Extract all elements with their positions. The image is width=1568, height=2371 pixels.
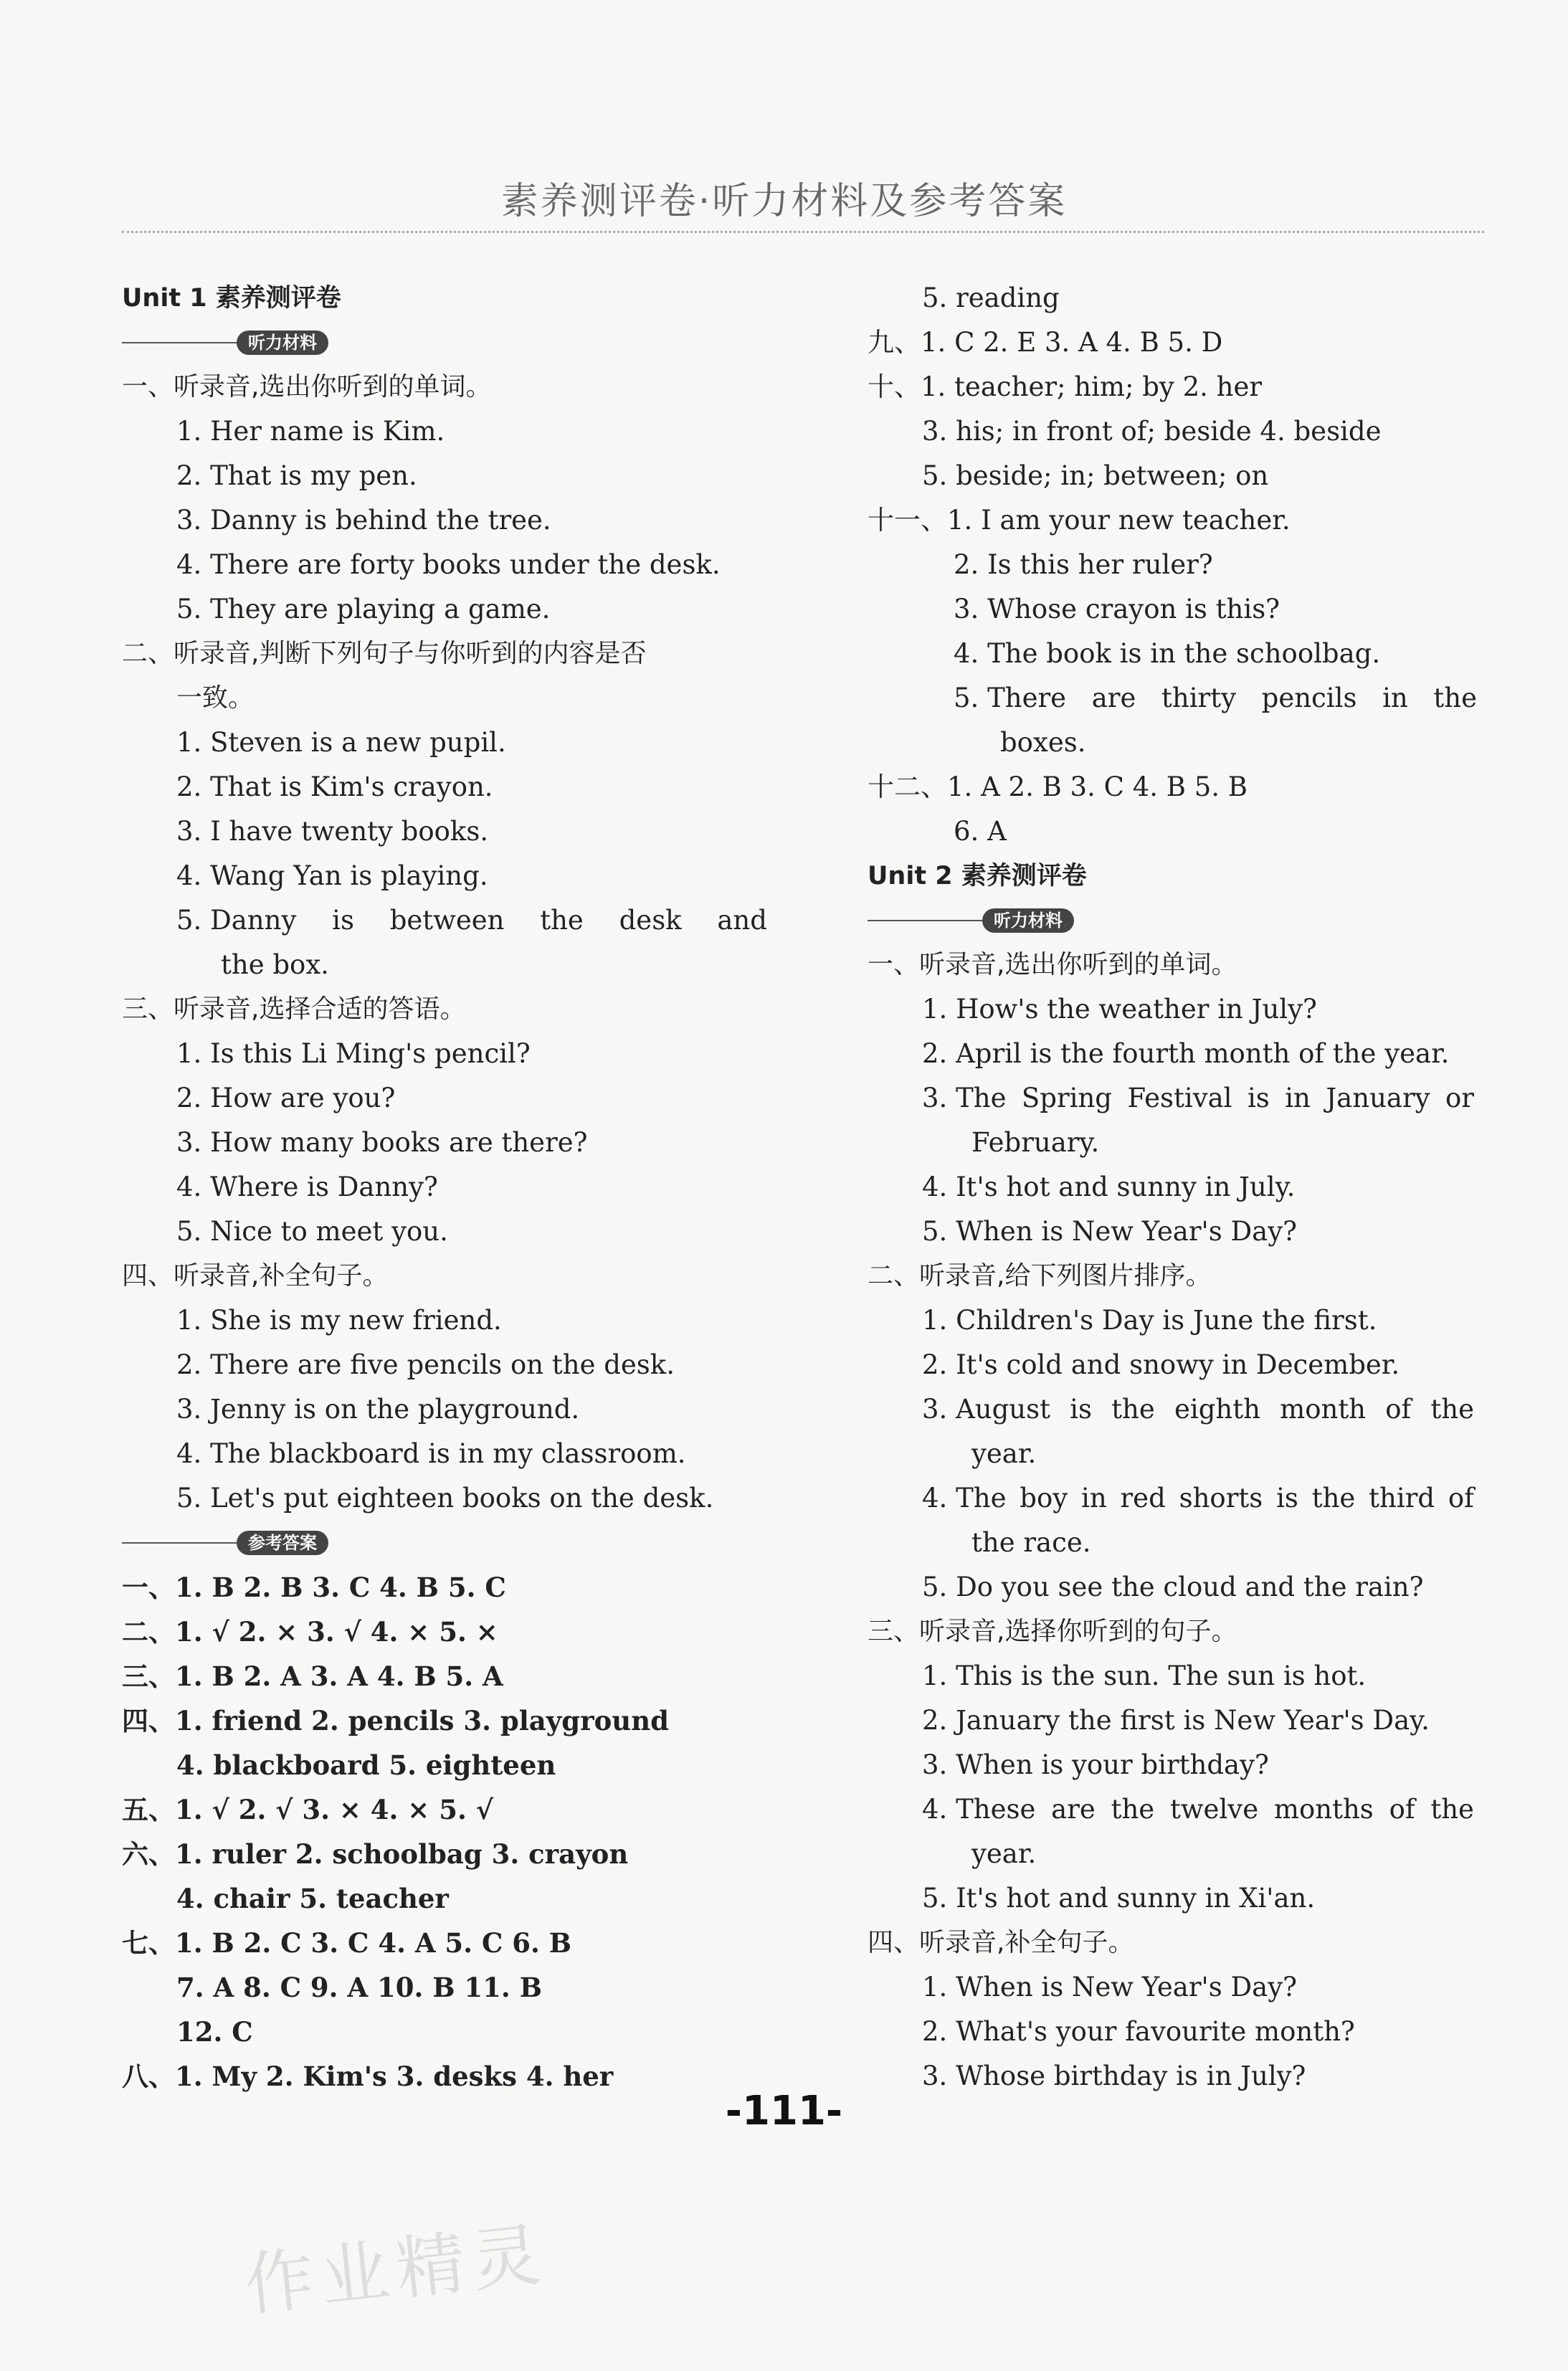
section-title: 三、听录音,选择你听到的句子。	[868, 1617, 1237, 1646]
list-item: 4. The blackboard is in my classroom.	[176, 1438, 686, 1469]
answer-line-justified	[868, 676, 1477, 721]
list-item-justified	[122, 898, 767, 943]
word: the	[1430, 1394, 1474, 1425]
list-item: 5. Nice to meet you.	[176, 1216, 448, 1247]
word: is	[332, 905, 354, 936]
section-title: 四、听录音,补全句子。	[868, 1928, 1134, 1957]
word: in	[1285, 1083, 1311, 1113]
word: the	[1111, 1794, 1155, 1825]
word: 5. There	[954, 683, 1067, 713]
answer-line: 12. C	[176, 2016, 253, 2048]
section-title: 一、听录音,选出你听到的单词。	[122, 372, 492, 401]
section-title: 二、听录音,判断下列句子与你听到的内容是否	[122, 639, 647, 668]
list-item-continued: year.	[971, 1838, 1037, 1869]
list-item: 1. When is New Year's Day?	[922, 1972, 1297, 2002]
answer-line: 3. Whose crayon is this?	[954, 594, 1280, 624]
list-item: 4. Wang Yan is playing.	[176, 860, 488, 891]
list-item: 2. That is Kim's crayon.	[176, 771, 493, 802]
left-column	[122, 276, 767, 2099]
listening-tag: 听力材料	[237, 331, 328, 355]
answer-line: 4. blackboard 5. eighteen	[176, 1749, 556, 1781]
word: twelve	[1170, 1794, 1259, 1825]
word: month	[1280, 1394, 1367, 1425]
list-item: 2. January the first is New Year's Day.	[922, 1705, 1430, 1736]
answer-line: 七、1. B 2. C 3. C 4. A 5. C 6. B	[122, 1927, 572, 1959]
list-item-justified	[868, 1387, 1474, 1432]
answer-line: 6. A	[954, 816, 1007, 847]
list-item: 1. This is the sun. The sun is hot.	[922, 1660, 1367, 1691]
word: of	[1385, 1394, 1412, 1425]
word: eighth	[1174, 1394, 1260, 1425]
answer-line: 九、1. C 2. E 3. A 4. B 5. D	[868, 327, 1223, 358]
list-item-justified	[868, 1076, 1474, 1121]
answer-line: 2. Is this her ruler?	[954, 549, 1213, 580]
answer-line: 4. The book is in the schoolbag.	[954, 638, 1381, 669]
word: months	[1273, 1794, 1374, 1825]
word: is	[1070, 1394, 1092, 1425]
list-item: 3. I have twenty books.	[176, 816, 489, 847]
answer-line-continued: boxes.	[1000, 727, 1086, 758]
answers-tag: 参考答案	[237, 1531, 328, 1555]
word: are	[1091, 683, 1136, 713]
word: of	[1448, 1483, 1474, 1514]
list-item: 3. Whose birthday is in July?	[922, 2061, 1306, 2091]
word: red	[1120, 1483, 1166, 1514]
word: the	[1311, 1483, 1356, 1514]
list-item-continued: the box.	[221, 949, 329, 980]
watermark: 作业精灵	[241, 2214, 552, 2326]
answer-line: 3. his; in front of; beside 4. beside	[922, 416, 1382, 447]
list-item-justified	[868, 1476, 1474, 1521]
word: in	[1081, 1483, 1107, 1514]
word: and	[717, 905, 767, 936]
word: the	[1433, 683, 1477, 713]
word: 3. The	[922, 1083, 1007, 1113]
word: the	[1111, 1394, 1155, 1425]
page-number: -111-	[725, 2088, 843, 2134]
answer-line: 五、1. √ 2. √ 3. × 4. × 5. √	[122, 1794, 494, 1825]
section-title: 二、听录音,给下列图片排序。	[868, 1261, 1212, 1291]
word: of	[1389, 1794, 1415, 1825]
word: in	[1382, 683, 1408, 713]
word: between	[389, 905, 505, 936]
list-item: 3. How many books are there?	[176, 1127, 588, 1158]
list-item: 2. There are five pencils on the desk.	[176, 1349, 675, 1380]
word: the	[1430, 1794, 1474, 1825]
list-item: 1. Steven is a new pupil.	[176, 727, 506, 758]
list-item-continued: February.	[971, 1127, 1100, 1158]
word: pencils	[1261, 683, 1357, 713]
list-item: 1. How's the weather in July?	[922, 994, 1317, 1025]
word: boy	[1020, 1483, 1068, 1514]
list-item: 3. Jenny is on the playground.	[176, 1394, 580, 1425]
section-title: 三、听录音,选择合适的答语。	[122, 994, 466, 1024]
answer-line: 一、1. B 2. B 3. C 4. B 5. C	[122, 1572, 506, 1603]
word: Spring	[1021, 1083, 1112, 1113]
list-item-continued: year.	[971, 1438, 1037, 1469]
list-item: 5. When is New Year's Day?	[922, 1216, 1297, 1247]
listening-tag: 听力材料	[982, 908, 1074, 933]
list-item: 4. There are forty books under the desk.	[176, 549, 721, 580]
section-title-continued: 一致。	[176, 683, 255, 713]
answer-line: 7. A 8. C 9. A 10. B 11. B	[176, 1972, 542, 2003]
answer-line: 六、1. ruler 2. schoolbag 3. crayon	[122, 1838, 629, 1870]
list-item: 2. How are you?	[176, 1083, 396, 1113]
list-item: 2. It's cold and snowy in December.	[922, 1349, 1400, 1380]
word: desk	[619, 905, 682, 936]
answer-line: 四、1. friend 2. pencils 3. playground	[122, 1705, 669, 1736]
list-item-continued: the race.	[971, 1527, 1091, 1558]
listening-material-label-2	[868, 898, 1477, 943]
page-title: 素养测评卷·听力材料及参考答案	[500, 180, 1068, 223]
word: or	[1445, 1083, 1474, 1113]
title-divider	[122, 231, 1484, 233]
word: Festival	[1127, 1083, 1232, 1113]
section-title: 四、听录音,补全句子。	[122, 1261, 389, 1291]
section-title: 一、听录音,选出你听到的单词。	[868, 950, 1237, 979]
answer-line: 十、1. teacher; him; by 2. her	[868, 371, 1263, 402]
word: are	[1051, 1794, 1096, 1825]
word: the	[540, 905, 584, 936]
listening-material-label-1	[122, 320, 767, 365]
answer-line: 二、1. √ 2. × 3. √ 4. × 5. ×	[122, 1616, 498, 1648]
list-item: 5. They are playing a game.	[176, 594, 551, 624]
word: shorts	[1179, 1483, 1263, 1514]
word: thirty	[1161, 683, 1236, 713]
list-item: 5. It's hot and sunny in Xi'an.	[922, 1883, 1316, 1914]
word: 3. August	[922, 1394, 1050, 1425]
answer-key-label	[122, 1521, 767, 1565]
word: is	[1276, 1483, 1298, 1514]
list-item: 1. She is my new friend.	[176, 1305, 502, 1336]
word: 4. The	[922, 1483, 1007, 1514]
answer-line: 4. chair 5. teacher	[176, 1883, 449, 1914]
word: January	[1326, 1083, 1430, 1113]
list-item: 4. Where is Danny?	[176, 1172, 438, 1202]
list-item: 3. Danny is behind the tree.	[176, 505, 551, 536]
list-item: 3. When is your birthday?	[922, 1749, 1269, 1780]
list-item: 5. Do you see the cloud and the rain?	[922, 1572, 1424, 1602]
list-item: 5. Let's put eighteen books on the desk.	[176, 1483, 714, 1514]
word: is	[1247, 1083, 1270, 1113]
list-item: 1. Is this Li Ming's pencil?	[176, 1038, 531, 1069]
list-item: 2. That is my pen.	[176, 460, 417, 491]
list-item: 2. April is the fourth month of the year.	[922, 1038, 1450, 1069]
list-item: 2. What's your favourite month?	[922, 2016, 1355, 2047]
answer-line: 三、1. B 2. A 3. A 4. B 5. A	[122, 1660, 503, 1692]
answer-line: 5. reading	[922, 282, 1060, 313]
answer-line: 八、1. My 2. Kim's 3. desks 4. her	[122, 2061, 614, 2092]
unit-1-title: Unit 1 素养测评卷	[122, 284, 341, 313]
word: third	[1369, 1483, 1435, 1514]
list-item: 1. Children's Day is June the first.	[922, 1305, 1377, 1336]
list-item: 1. Her name is Kim.	[176, 416, 445, 447]
word: 4. These	[922, 1794, 1036, 1825]
answer-line: 5. beside; in; between; on	[922, 460, 1269, 491]
list-item: 4. It's hot and sunny in July.	[922, 1172, 1296, 1202]
answer-line: 十一、1. I am your new teacher.	[868, 505, 1291, 536]
word: 5. Danny	[176, 905, 297, 936]
right-column	[868, 276, 1477, 2099]
unit-2-title: Unit 2 素养测评卷	[868, 862, 1087, 890]
answer-line: 十二、1. A 2. B 3. C 4. B 5. B	[868, 771, 1248, 802]
list-item-justified	[868, 1787, 1474, 1832]
